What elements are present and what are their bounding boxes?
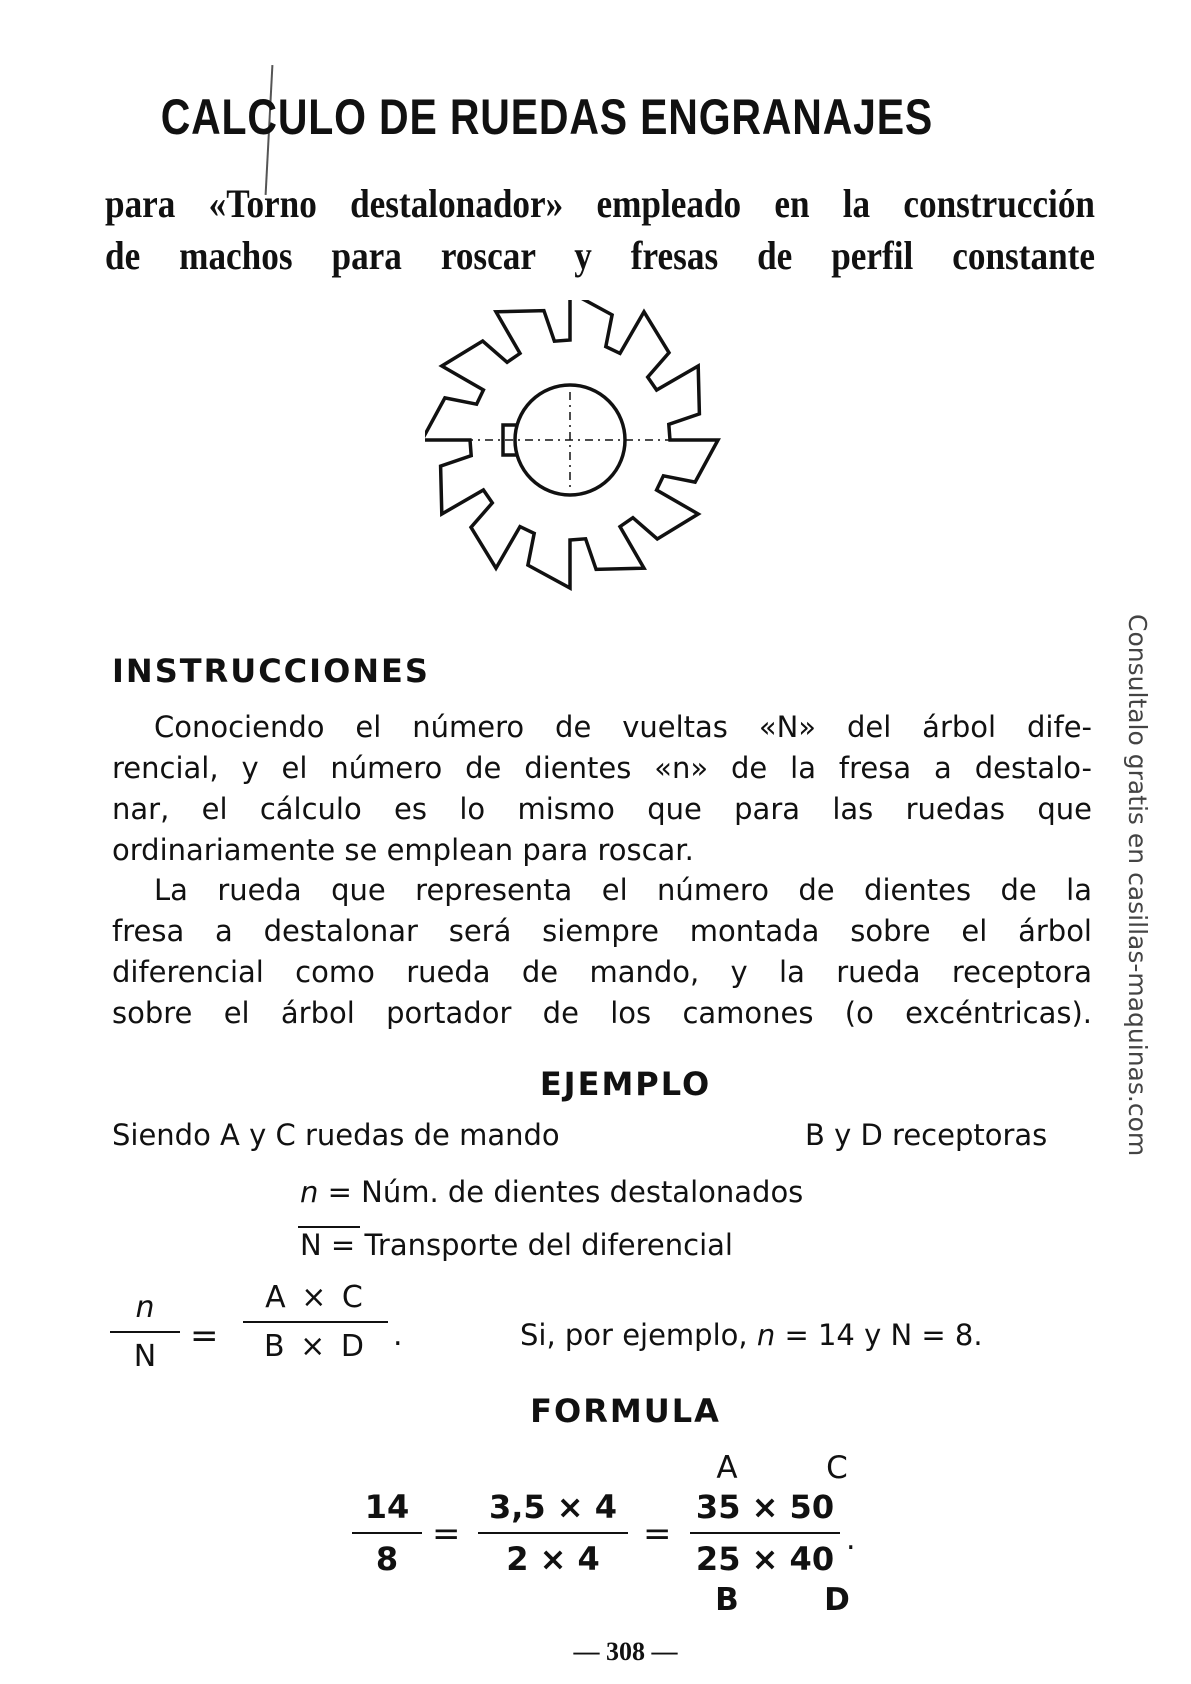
ratio-n-over-N (110, 1290, 180, 1374)
paragraph-1-line: rencial, y el número de dientes «n» de la fresa a destalo- (112, 751, 1092, 785)
fraction-bar (690, 1532, 840, 1534)
letter-b: B (715, 1582, 739, 1618)
fraction-numerator: 35 × 50 (695, 1488, 835, 1526)
formula-bottom-letters (702, 1582, 862, 1618)
definition-N (300, 1228, 733, 1262)
example-value-text: = 14 y N = 8. (784, 1318, 983, 1352)
paragraph-1-line: Conociendo el número de vueltas «N» del árbol dife- (154, 710, 1092, 744)
instrucciones-heading: INSTRUCCIONES (112, 652, 430, 690)
ratio-products (243, 1280, 388, 1364)
paragraph-1-line: nar, el cálculo es lo mismo que para las ruedas que (112, 792, 1092, 826)
subtitle-line-1: para «Torno destalonador» empleado en la construcción (105, 181, 1095, 226)
formula-top-letters (702, 1450, 862, 1486)
letter-d: D (824, 1582, 850, 1618)
watermark: Consultalo gratis en casillas-maquinas.com (1123, 614, 1152, 1157)
fraction-denominator: B × D (264, 1329, 367, 1364)
fraction-denominator: 8 (375, 1540, 399, 1578)
letter-c: C (826, 1450, 848, 1486)
fraction-denominator: N (133, 1339, 157, 1374)
formula-fraction-3 (690, 1488, 840, 1578)
formula-fraction-1 (352, 1488, 422, 1578)
ejemplo-siendo: Siendo A y C ruedas de mando (112, 1118, 560, 1152)
example-symbol-n: n (756, 1318, 776, 1352)
paragraph-2-line: fresa a destalonar será siempre montada sobre el árbol (112, 914, 1092, 948)
definition-n-text: = Núm. de dientes destalonados (327, 1175, 804, 1209)
paragraph-2-line: diferencial como rueda de mando, y la rueda receptora (112, 955, 1092, 989)
letter-a: A (716, 1450, 738, 1486)
paragraph-2-line: sobre el árbol portador de los camones (o excéntricas). (112, 996, 1092, 1030)
symbol-n: n (300, 1175, 319, 1209)
period: . (393, 1318, 403, 1353)
definition-N-text: = Transporte del diferencial (330, 1228, 733, 1262)
instrucciones-paragraph-1 (112, 707, 1092, 871)
fraction-numerator: n (135, 1290, 155, 1325)
fraction-bar (243, 1321, 388, 1323)
example-values (520, 1318, 983, 1352)
ejemplo-heading: EJEMPLO (539, 1065, 712, 1103)
gear-cutter-illustration (425, 300, 725, 600)
fraction-bar (110, 1331, 180, 1333)
equals-sign: = (432, 1514, 461, 1554)
paragraph-2-line: La rueda que representa el número de dientes de la (154, 873, 1092, 907)
fraction-denominator: 2 × 4 (506, 1540, 600, 1578)
example-prefix: Si, por ejemplo, (520, 1318, 748, 1352)
definition-n (300, 1175, 803, 1209)
fraction-bar (352, 1532, 422, 1534)
ejemplo-receptoras: B y D receptoras (805, 1118, 1048, 1152)
equals-sign: = (190, 1316, 219, 1356)
instrucciones-paragraph-2 (112, 870, 1092, 1034)
fraction-numerator: 14 (364, 1488, 410, 1526)
subtitle-line-2: de machos para roscar y fresas de perfil constante (105, 233, 1095, 278)
formula-heading: FORMULA (530, 1392, 721, 1430)
equals-sign: = (643, 1514, 672, 1554)
fraction-numerator: A × C (265, 1280, 366, 1315)
page-number: — 308 — (573, 1637, 678, 1666)
fraction-numerator: 3,5 × 4 (488, 1488, 618, 1526)
symbol-N: N (300, 1228, 322, 1262)
formula-fraction-2 (478, 1488, 628, 1578)
gear-outline (425, 300, 718, 588)
page-title: CALCULO DE RUEDAS ENGRANAJES (160, 89, 934, 145)
fraction-denominator: 25 × 40 (695, 1540, 835, 1578)
fraction-bar (478, 1532, 628, 1534)
period: . (846, 1522, 856, 1557)
paragraph-1-line: ordinariamente se emplean para roscar. (112, 833, 694, 867)
